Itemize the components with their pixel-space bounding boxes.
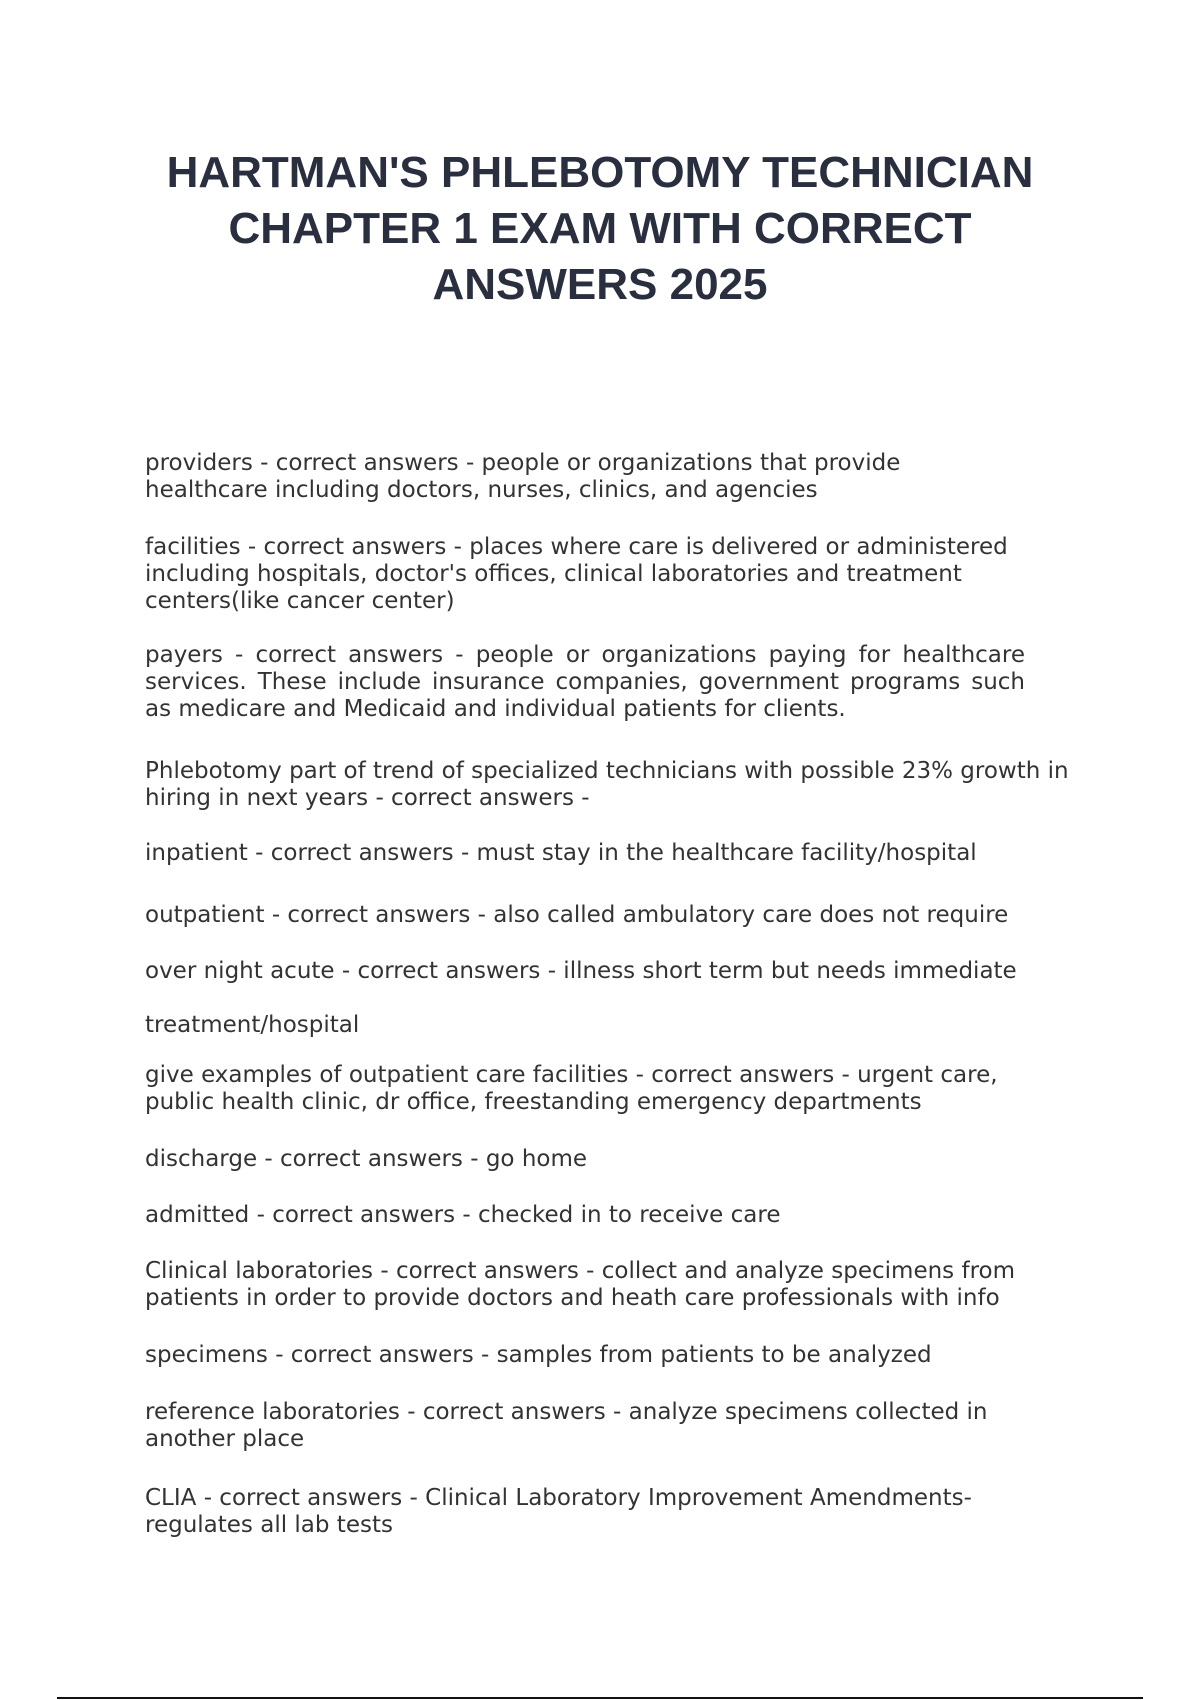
qa-entry-overnight-acute: over night acute - correct answers - illness short term but needs immediate <box>145 958 1017 984</box>
qa-entry-discharge: discharge - correct answers - go home <box>145 1146 588 1172</box>
qa-entry-facilities: facilities - correct answers - places where care is delivered or administered including hospitals, doctor's offices, clinical laboratories and treatment centers(like cancer center) <box>145 534 1008 614</box>
document-title: HARTMAN'S PHLEBOTOMY TECHNICIAN CHAPTER 1 EXAM WITH CORRECT ANSWERS 2025 <box>166 148 1034 309</box>
qa-entry-specimens: specimens - correct answers - samples from patients to be analyzed <box>145 1342 932 1368</box>
qa-entry-clinical-laboratories: Clinical laboratories - correct answers - collect and analyze specimens from patients in order to provide doctors and heath care professionals with info <box>145 1258 1015 1311</box>
qa-entry-inpatient: inpatient - correct answers - must stay in the healthcare facility/hospital <box>145 840 977 866</box>
qa-entry-treatment-hospital: treatment/hospital <box>145 1012 360 1038</box>
qa-entry-admitted: admitted - correct answers - checked in to receive care <box>145 1202 781 1228</box>
qa-entry-reference-laboratories: reference laboratories - correct answers - analyze specimens collected in another place <box>145 1399 988 1452</box>
footer-rule <box>57 1697 1143 1699</box>
qa-entry-phlebotomy-trend: Phlebotomy part of trend of specialized technicians with possible 23% growth in hiring in next years - correct answers - <box>145 758 1069 811</box>
qa-entry-outpatient: outpatient - correct answers - also called ambulatory care does not require <box>145 902 1009 928</box>
qa-entry-outpatient-examples: give examples of outpatient care facilities - correct answers - urgent care, public health clinic, dr office, freestanding emergency departments <box>145 1062 998 1115</box>
qa-entry-providers: providers - correct answers - people or organizations that provide healthcare including doctors, nurses, clinics, and agencies <box>145 450 901 503</box>
qa-entry-clia: CLIA - correct answers - Clinical Laboratory Improvement Amendments-regulates all lab tests <box>145 1485 972 1538</box>
qa-entry-payers: payers - correct answers - people or organizations paying for healthcare services. These include insurance companies, government programs such as medicare and Medicaid and individual patients for clients. <box>145 642 1025 722</box>
